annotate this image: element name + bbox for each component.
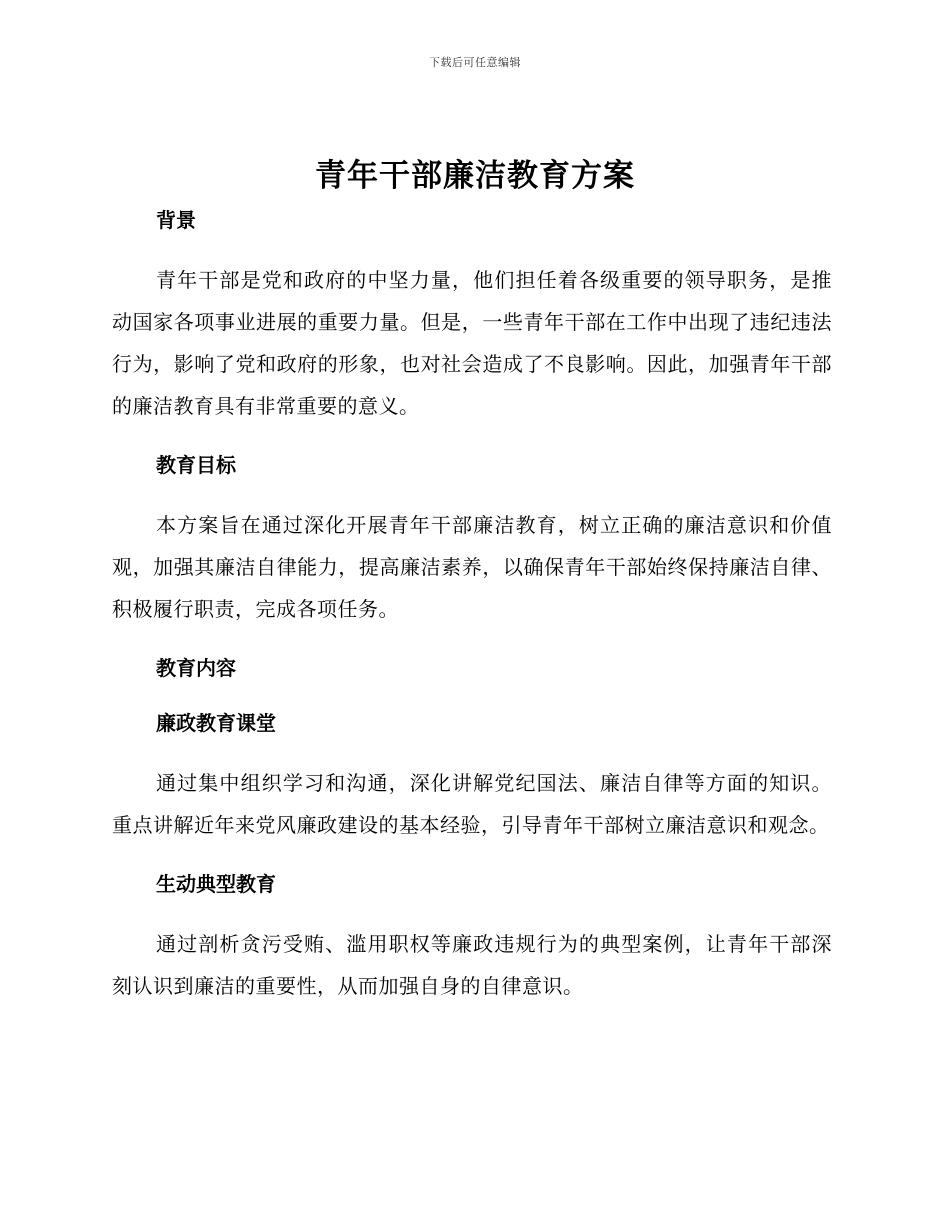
- section-heading-class: 廉政教育课堂: [156, 711, 276, 735]
- document-body: [112, 204, 832, 1007]
- paragraph-cases: 通过剖析贪污受贿、滥用职权等廉政违规行为的典型案例，让青年干部深刻认识到廉洁的重要性，从而加强自身的自律意识。: [112, 932, 832, 998]
- section-heading-cases: 生动典型教育: [156, 872, 276, 896]
- document-title: 青年干部廉洁教育方案: [315, 158, 635, 194]
- paragraph-goals: 本方案旨在通过深化开展青年干部廉洁教育，树立正确的廉洁意识和价值观，加强其廉洁自律能力，提高廉洁素养，以确保青年干部始终保持廉洁自律、积极履行职责，完成各项任务。: [112, 513, 832, 621]
- section-heading-background: 背景: [156, 208, 196, 232]
- section-heading-content: 教育内容: [156, 656, 236, 680]
- header-note: 下载后可任意编辑: [429, 56, 521, 69]
- paragraph-class: 通过集中组织学习和沟通，深化讲解党纪国法、廉洁自律等方面的知识。重点讲解近年来党风廉政建设的基本经验，引导青年干部树立廉洁意识和观念。: [112, 771, 832, 837]
- paragraph-background: 青年干部是党和政府的中坚力量，他们担任着各级重要的领导职务，是推动国家各项事业进展的重要力量。但是，一些青年干部在工作中出现了违纪违法行为，影响了党和政府的形象，也对社会造成了不良影响。因此，加强青年干部的廉洁教育具有非常重要的意义。: [112, 268, 832, 418]
- section-heading-goals: 教育目标: [156, 453, 236, 477]
